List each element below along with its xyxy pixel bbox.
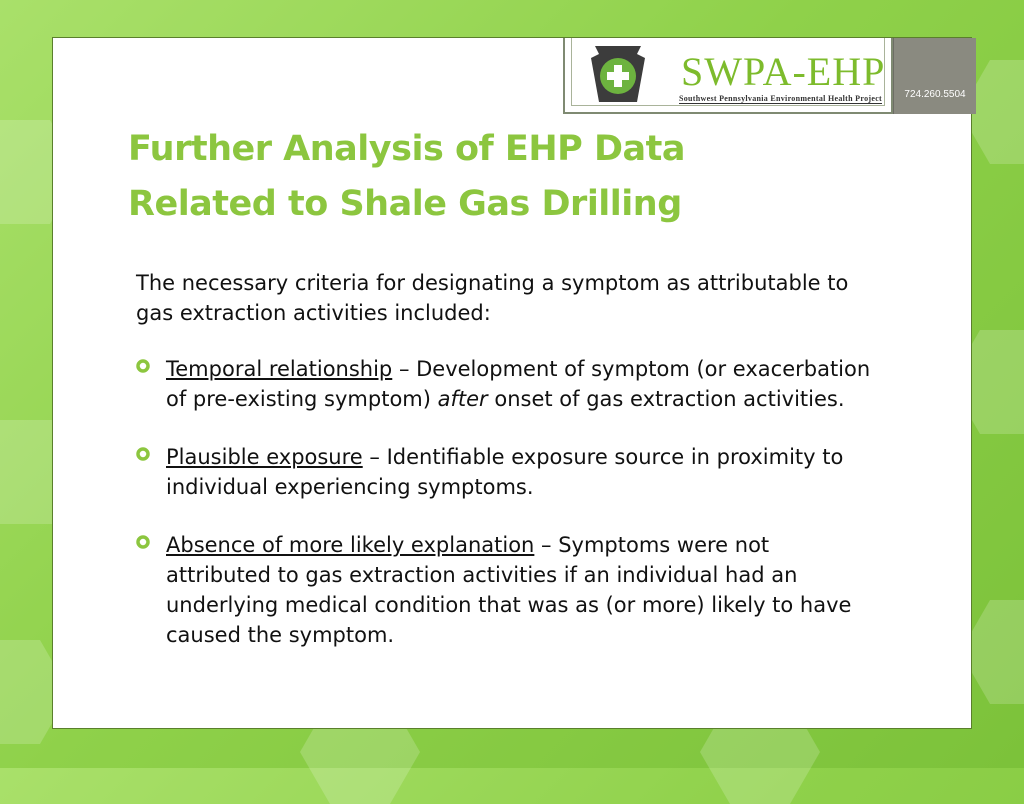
logo-subtitle: Southwest Pennsylvania Environmental Health Project bbox=[679, 94, 883, 103]
phone-number: 724.260.5504 bbox=[904, 89, 966, 100]
title-line-2: Related to Shale Gas Drilling bbox=[128, 184, 682, 224]
logo-banner bbox=[563, 38, 893, 114]
logo-name: SWPA-EHP bbox=[681, 49, 886, 94]
criterion-text: – Identifiable exposure source in proximity to individual experiencing symptoms. bbox=[166, 445, 844, 499]
criterion-term: Absence of more likely explanation bbox=[166, 533, 535, 557]
ring-bullet-icon bbox=[136, 359, 150, 373]
list-item bbox=[136, 354, 876, 414]
slide-title bbox=[128, 122, 928, 232]
criterion-text: – Symptoms were not attributed to gas extraction activities if an individual had an underlying medical condition that was as (or more) likely to have caused the symptom. bbox=[166, 533, 852, 647]
ring-bullet-icon bbox=[136, 535, 150, 549]
title-line-1: Further Analysis of EHP Data bbox=[128, 129, 685, 169]
ring-bullet-icon bbox=[136, 447, 150, 461]
list-item bbox=[136, 442, 876, 502]
intro-text: The necessary criteria for designating a symptom as attributable to gas extraction activities included: bbox=[136, 271, 849, 325]
criterion-term: Plausible exposure bbox=[166, 445, 363, 469]
slide-body bbox=[136, 268, 876, 678]
criteria-list bbox=[136, 354, 876, 650]
criterion-text: – Development of symptom (or exacerbation of pre-existing symptom) bbox=[166, 357, 871, 411]
criterion-term: Temporal relationship bbox=[166, 357, 393, 381]
criterion-emphasis: after bbox=[437, 387, 488, 411]
phone-banner bbox=[893, 38, 976, 114]
keystone-cross-icon bbox=[587, 44, 649, 104]
criterion-text-end: onset of gas extraction activities. bbox=[487, 387, 845, 411]
list-item bbox=[136, 530, 876, 650]
